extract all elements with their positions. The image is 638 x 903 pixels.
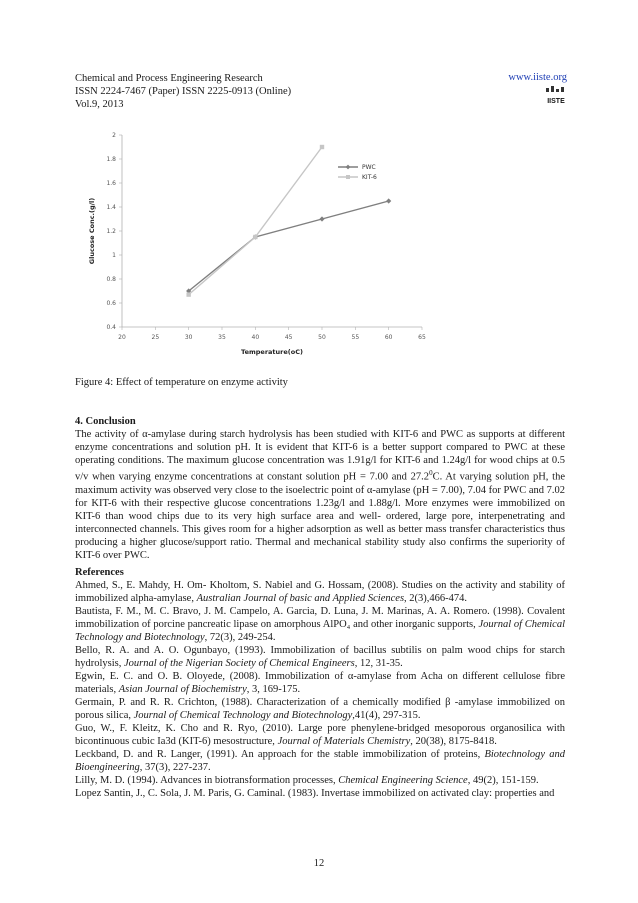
x-tick-label: 25 — [151, 334, 160, 341]
journal-url-link[interactable]: www.iiste.org — [508, 72, 567, 83]
reference-citation: , 49(2), 151-159. — [467, 775, 539, 786]
x-axis-label: Temperature(oC) — [241, 348, 303, 356]
reference-source: Journal of Materials Chemistry — [277, 736, 411, 747]
reference-text: Egwin, E. C. and O. B. Oloyede, (2008). Immobilization of α-amylase from Acha on different cellulose fibre materials, — [75, 671, 565, 695]
y-tick-label: 1.4 — [106, 204, 116, 211]
data-point — [320, 145, 324, 149]
reference-item — [75, 787, 565, 800]
conclusion-text-b: C. At varying solution pH, the maximum activity was observed very close to the isoelectric point of α-amylase (pH = 7.00), 7.04 for PWC and 7.02 for KIT-6 with their respective glucose concentrations 1.23g/l and 1.88g/l. More enzymes were immobilized on KIT-6 than wood chips due to its very high surface area and well- ordered, large pore, interpenetrating and interconnected channels. This gives room for a higher adsorption as well as better mass transfer characteristics thus producing a higher glucose/support ratio. Thermal and mechanical stability study also confirms the superiority of KIT-6 over PWC. — [75, 471, 566, 561]
x-tick-label: 45 — [284, 334, 293, 341]
y-axis-label: Glucose Conc.(g/l) — [88, 197, 96, 265]
x-tick-label: 55 — [351, 334, 360, 341]
legend-marker — [346, 175, 350, 179]
x-tick-label: 30 — [184, 334, 193, 341]
series-line-pwc — [189, 201, 389, 291]
conclusion-paragraph — [75, 428, 565, 562]
reference-source: Journal of Chemical Technology and Biotechnology — [75, 619, 566, 643]
volume-line: Vol.9, 2013 — [75, 99, 124, 110]
reference-item — [75, 774, 565, 787]
reference-text: Leckband, D. and R. Langer, (1991). An approach for the stable immobilization of proteins, — [75, 749, 485, 760]
y-tick-label: 1 — [112, 252, 116, 259]
reference-text: Lilly, M. D. (1994). Advances in biotransformation processes, — [75, 775, 339, 786]
reference-text: Bautista, F. M., M. C. Bravo, J. M. Campelo, A. Garcia, D. Luna, J. M. Marinas, A. A. Romero. (1998). Covalent immobilization of porcine pancreatic lipase on amorphous AlPO₄ and other inorganic supports, — [75, 606, 565, 630]
reference-citation: , 12, 31-35. — [354, 658, 403, 669]
x-tick-label: 60 — [384, 334, 393, 341]
reference-text: Guo, W., F. Kleitz, K. Cho and R. Ryo, (2010). Large pore phenylene-bridged mesoporous organosilica with bicontinuous cubic Ia3d (KIT-6) mesostructure, — [75, 723, 565, 747]
reference-item — [75, 696, 565, 722]
reference-item — [75, 722, 565, 748]
y-tick-label: 2 — [112, 132, 116, 139]
x-tick-label: 35 — [218, 334, 226, 341]
reference-citation: , 20(38), 8175-8418. — [410, 736, 497, 747]
reference-citation: , 72(3), 249-254. — [204, 632, 276, 643]
reference-item — [75, 579, 565, 605]
x-tick-label: 50 — [318, 334, 326, 341]
reference-item — [75, 670, 565, 696]
series-line-kit-6 — [189, 147, 322, 295]
reference-source: Asian Journal of Biochemistry — [118, 684, 247, 695]
reference-citation: , 3, 169-175. — [246, 684, 301, 695]
reference-text: Germain, P. and R. R. Crichton, (1988). Characterization of a chemically modified β -amylase immobilized on porous silica, — [75, 697, 565, 721]
y-tick-label: 0.4 — [106, 324, 116, 331]
reference-text: Bello, R. A. and A. O. Ogunbayo, (1993). Immobilization of bacillus subtilis on palm wood chips for starch hydrolysis, — [75, 645, 565, 669]
x-tick-label: 40 — [251, 334, 260, 341]
page-number: 12 — [313, 858, 325, 869]
reference-source: Australian Journal of basic and Applied Sciences — [196, 593, 405, 604]
reference-source: Chemical Engineering Science — [338, 775, 468, 786]
reference-text: Ahmed, S., E. Mahdy, H. Om- Kholtom, S. Nabiel and G. Hossam, (2008). Studies on the activity and stability of immobilized alpha-amylase, — [75, 580, 565, 604]
reference-item — [75, 605, 565, 644]
x-tick-label: 20 — [118, 334, 126, 341]
legend-marker — [346, 165, 351, 170]
data-point — [186, 292, 190, 296]
journal-name: Chemical and Process Engineering Research — [75, 73, 263, 84]
conclusion-section — [75, 415, 565, 562]
y-tick-label: 0.8 — [106, 276, 116, 283]
reference-text: Lopez Santin, J., C. Sola, J. M. Paris, G. Caminal. (1983). Invertase immobilized on activated clay: properties and — [75, 788, 555, 799]
references-section — [75, 566, 565, 800]
logo-text: IISTE — [547, 98, 565, 105]
reference-citation: , 37(3), 227-237. — [139, 762, 211, 773]
reference-citation: , 2(3),466-474. — [404, 593, 468, 604]
y-tick-label: 0.6 — [106, 300, 116, 307]
y-tick-label: 1.8 — [106, 156, 116, 163]
data-point — [386, 198, 391, 203]
legend-label: PWC — [362, 164, 376, 171]
iiste-logo — [544, 86, 568, 112]
y-tick-label: 1.6 — [106, 180, 116, 187]
reference-source: Journal of Chemical Technology and Biotechnology — [133, 710, 353, 721]
references-heading: References — [75, 567, 124, 578]
reference-source: Journal of the Nigerian Society of Chemical Engineers — [124, 658, 355, 669]
data-point — [253, 235, 257, 239]
reference-citation: ,41(4), 297-315. — [352, 710, 421, 721]
y-tick-label: 1.2 — [106, 228, 116, 235]
reference-item — [75, 644, 565, 670]
conclusion-heading: 4. Conclusion — [75, 416, 136, 427]
conclusion-text-a: The activity of α-amylase during starch hydrolysis has been studied with KIT-6 and PWC as supports at different enzyme concentrations and solution pH. It is evident that KIT-6 is a better support compared to PWC at these operating conditions. The maximum glucose concentration was 1.91g/l for KIT-6 and 1.24g/l for wood chips at 0.5 v/v when varying enzyme concentrations at constant solution pH = 7.00 and 27.2 — [75, 429, 565, 483]
figure-caption: Figure 4: Effect of temperature on enzyme activity — [75, 377, 288, 388]
reference-source: Biotechnology and Bioengineering — [75, 749, 565, 773]
x-tick-label: 65 — [418, 334, 426, 341]
degree-superscript: 0 — [429, 469, 433, 477]
data-point — [319, 216, 324, 221]
legend-label: KIT-6 — [362, 174, 377, 181]
temperature-chart — [80, 125, 446, 361]
references-list — [75, 579, 565, 800]
reference-item — [75, 748, 565, 774]
issn-line: ISSN 2224-7467 (Paper) ISSN 2225-0913 (Online) — [75, 86, 292, 97]
